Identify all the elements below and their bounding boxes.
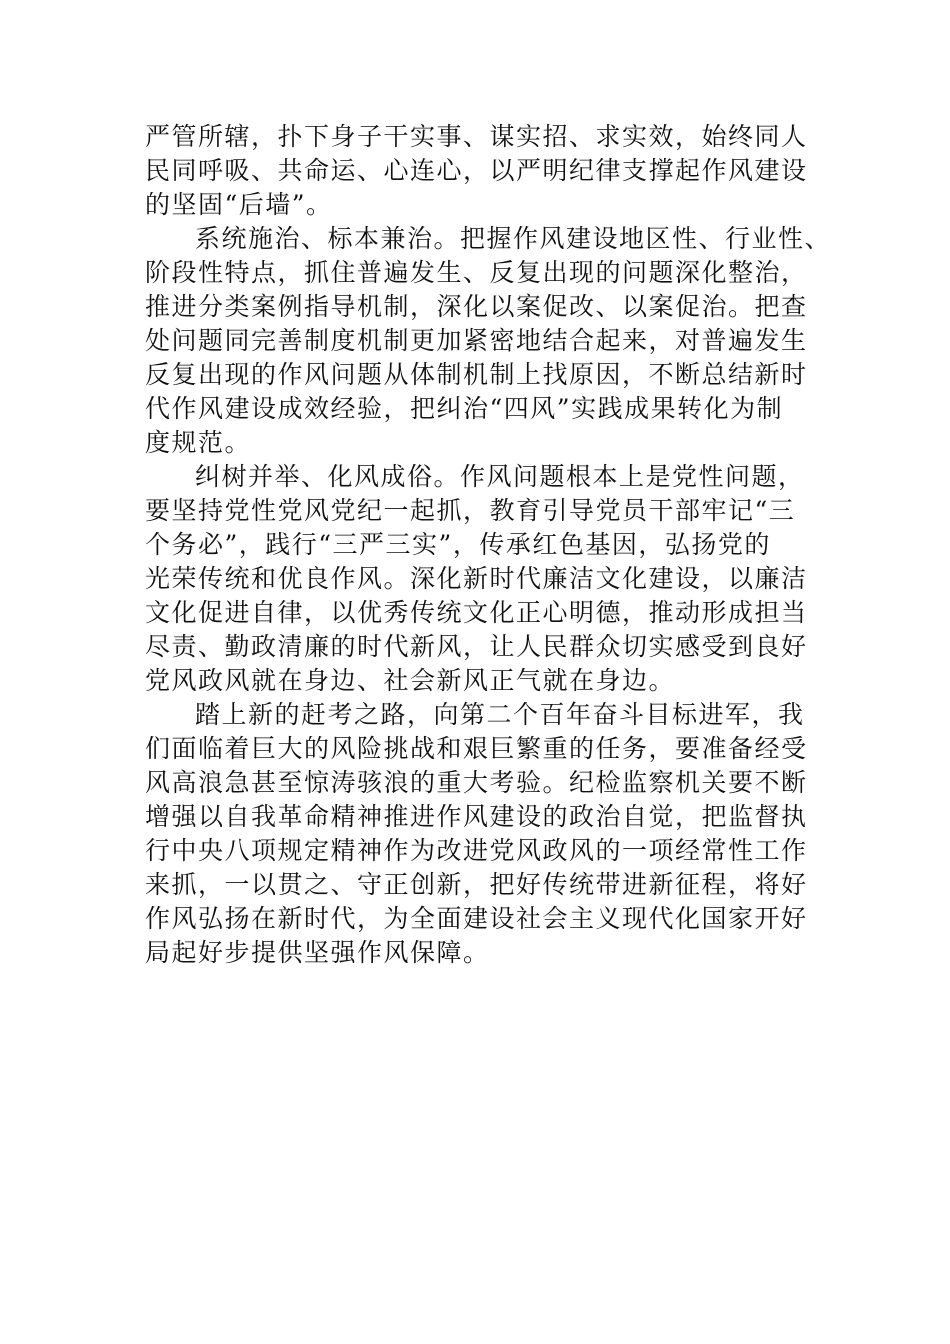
text-line: 风高浪急甚至惊涛骇浪的重大考验。纪检监察机关要不断 [145,768,808,797]
paragraph-2 [145,222,832,460]
text-line: 尽责、勤政清廉的时代新风，让人民群众切实感受到良好 [145,632,808,661]
text-line: 系统施治、标本兼治。把握作风建设地区性、行业性、 [195,224,832,253]
text-line: 党风政风就在身边、社会新风正气就在身边。 [145,666,676,695]
paragraph-3 [145,460,810,698]
text-line: 阶段性特点，抓住普遍发生、反复出现的问题深化整治， [145,258,808,287]
text-line: 光荣传统和优良作风。深化新时代廉洁文化建设，以廉洁 [145,564,808,593]
text-line: 局起好步提供坚强作风保障。 [145,938,490,967]
document-body [145,120,832,970]
paragraph-1 [145,120,810,222]
text-line: 反复出现的作风问题从体制机制上找原因，不断总结新时 [145,360,808,389]
text-line: 代作风建设成效经验，把纠治“四风”实践成果转化为制 [145,394,784,423]
text-line: 度规范。 [145,428,252,457]
text-line: 来抓，一以贯之、守正创新，把好传统带进新征程，将好 [145,870,808,899]
text-line: 踏上新的赶考之路，向第二个百年奋斗目标进军，我 [195,700,805,729]
text-line: 严管所辖，扑下身子干实事、谋实招、求实效，始终同人 [145,122,808,151]
text-line: 行中央八项规定精神作为改进党风政风的一项经常性工作 [145,836,808,865]
text-line: 文化促进自律，以优秀传统文化正心明德，推动形成担当 [145,598,808,627]
text-line: 们面临着巨大的风险挑战和艰巨繁重的任务，要准备经受 [145,734,808,763]
text-line: 民同呼吸、共命运、心连心，以严明纪律支撑起作风建设 [145,156,808,185]
text-line: 推进分类案例指导机制，深化以案促改、以案促治。把查 [145,292,808,321]
text-line: 个务必”，践行“三严三实”，传承红色基因，弘扬党的 [145,530,771,559]
text-line: 纠树并举、化风成俗。作风问题根本上是党性问题， [195,462,805,491]
text-line: 处问题同完善制度机制更加紧密地结合起来，对普遍发生 [145,326,808,355]
paragraph-4 [145,698,810,970]
text-line: 作风弘扬在新时代，为全面建设社会主义现代化国家开好 [145,904,808,933]
text-line: 增强以自我革命精神推进作风建设的政治自觉，把监督执 [145,802,808,831]
text-line: 的坚固“后墙”。 [145,190,333,219]
text-line: 要坚持党性党风党纪一起抓，教育引导党员干部牢记“三 [145,496,796,525]
